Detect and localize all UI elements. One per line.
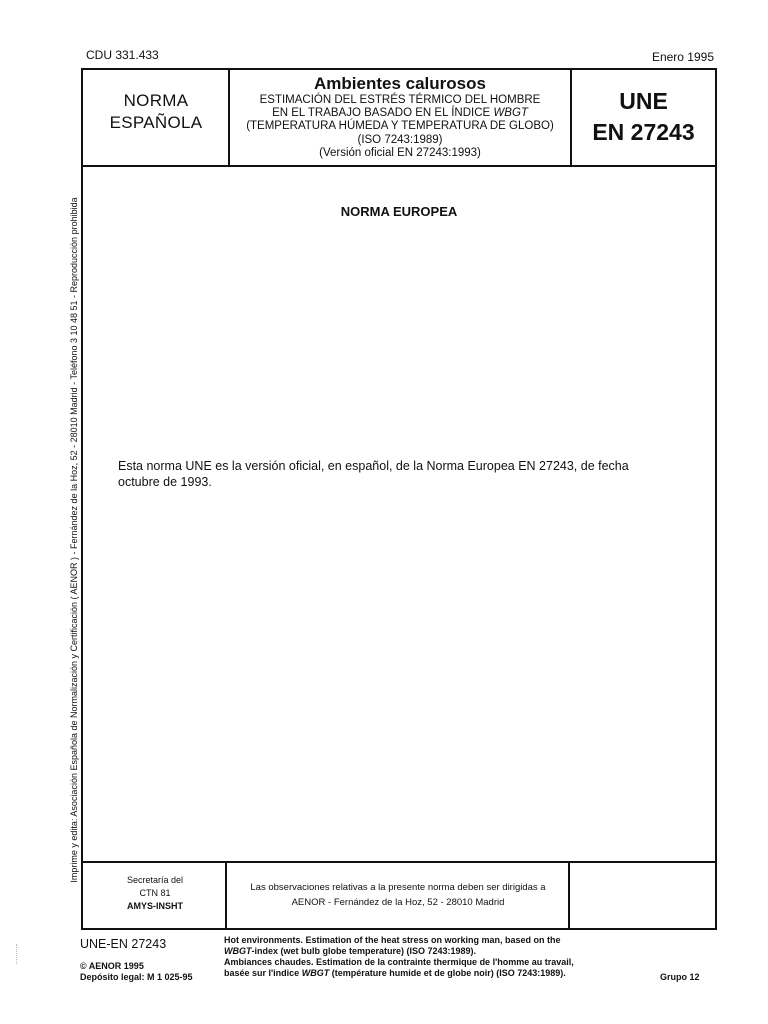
title-main: Ambientes calurosos xyxy=(314,74,486,93)
secretaria-line2: CTN 81 xyxy=(139,888,171,898)
title-line1: ESTIMACIÓN DEL ESTRÉS TÉRMICO DEL HOMBRE xyxy=(259,94,541,106)
title-line2 xyxy=(230,107,570,120)
observations-line1: Las observaciones relativas a la presente norma deben ser dirigidas a xyxy=(250,882,546,893)
title-line3: (TEMPERATURA HÚMEDA Y TEMPERATURA DE GLOBO) xyxy=(246,120,554,133)
copyright-notice: © AENOR 1995 xyxy=(80,961,144,971)
publication-date: Enero 1995 xyxy=(651,50,714,64)
standard-title xyxy=(230,74,570,160)
code-line1: UNE xyxy=(619,88,668,114)
header-divider xyxy=(81,165,717,167)
section-heading: NORMA EUROPEA xyxy=(340,204,458,219)
publisher-side-text: Imprime y edita: Asociación Española de Normalización y Certificación ( AENOR ) - Fernández de la Hoz, 52 - 28010 Madrid - Teléfono 3 10 48 51 - Reproducción prohibida xyxy=(69,197,79,883)
title-line4: (ISO 7243:1989) xyxy=(357,133,443,146)
english-italic: WBGT xyxy=(224,946,252,956)
observations-block xyxy=(228,880,568,910)
footer-box-divider xyxy=(81,861,717,863)
standard-code xyxy=(572,86,715,148)
scan-mark xyxy=(16,944,19,964)
secretaria-line3: AMYS-INSHT xyxy=(127,901,183,911)
english-title-line1: Hot environments. Estimation of the heat stress on working man, based on the xyxy=(224,935,561,945)
title-line2-prefix: EN EL TRABAJO BASADO EN EL ÍNDICE xyxy=(272,107,491,120)
body-paragraph: Esta norma UNE es la versión oficial, en español, de la Norma Europea EN 27243, de fecha octubre de 1993. xyxy=(118,459,629,489)
legal-deposit: Depósito legal: M 1 025-95 xyxy=(80,972,193,982)
secretaria-line1: Secretaría del xyxy=(126,875,184,885)
french-italic: WBGT xyxy=(301,968,330,978)
english-rest: -index (wet bulb globe temperature) (ISO 7243:1989). xyxy=(251,946,477,956)
observations-line2: AENOR - Fernández de la Hoz, 52 - 28010 Madrid xyxy=(291,897,505,908)
cdu-code: CDU 331.433 xyxy=(86,48,159,62)
footer-divider-right xyxy=(568,861,570,930)
french-rest: (température humide et de globe noir) (ISO 7243:1989). xyxy=(331,968,566,978)
code-line2: EN 27243 xyxy=(592,119,695,145)
french-title-line2 xyxy=(224,968,644,979)
title-line2-italic: WBGT xyxy=(493,107,528,120)
footer-standard-code: UNE-EN 27243 xyxy=(80,937,167,951)
title-line5: (Versión oficial EN 27243:1993) xyxy=(319,146,481,159)
norma-espanola-label xyxy=(83,90,229,134)
english-title-line2 xyxy=(224,946,644,957)
secretaria-block xyxy=(83,874,227,913)
document-frame xyxy=(81,68,717,930)
price-group: Grupo 12 xyxy=(660,972,700,982)
title-translations xyxy=(224,935,644,979)
norma-label-line2: ESPAÑOLA xyxy=(109,113,203,132)
french-prefix: basée sur l'indice xyxy=(224,968,300,978)
french-title-line1: Ambiances chaudes. Estimation de la contrainte thermique de l'homme au travail, xyxy=(224,957,574,967)
norma-label-line1: NORMA xyxy=(123,91,189,110)
